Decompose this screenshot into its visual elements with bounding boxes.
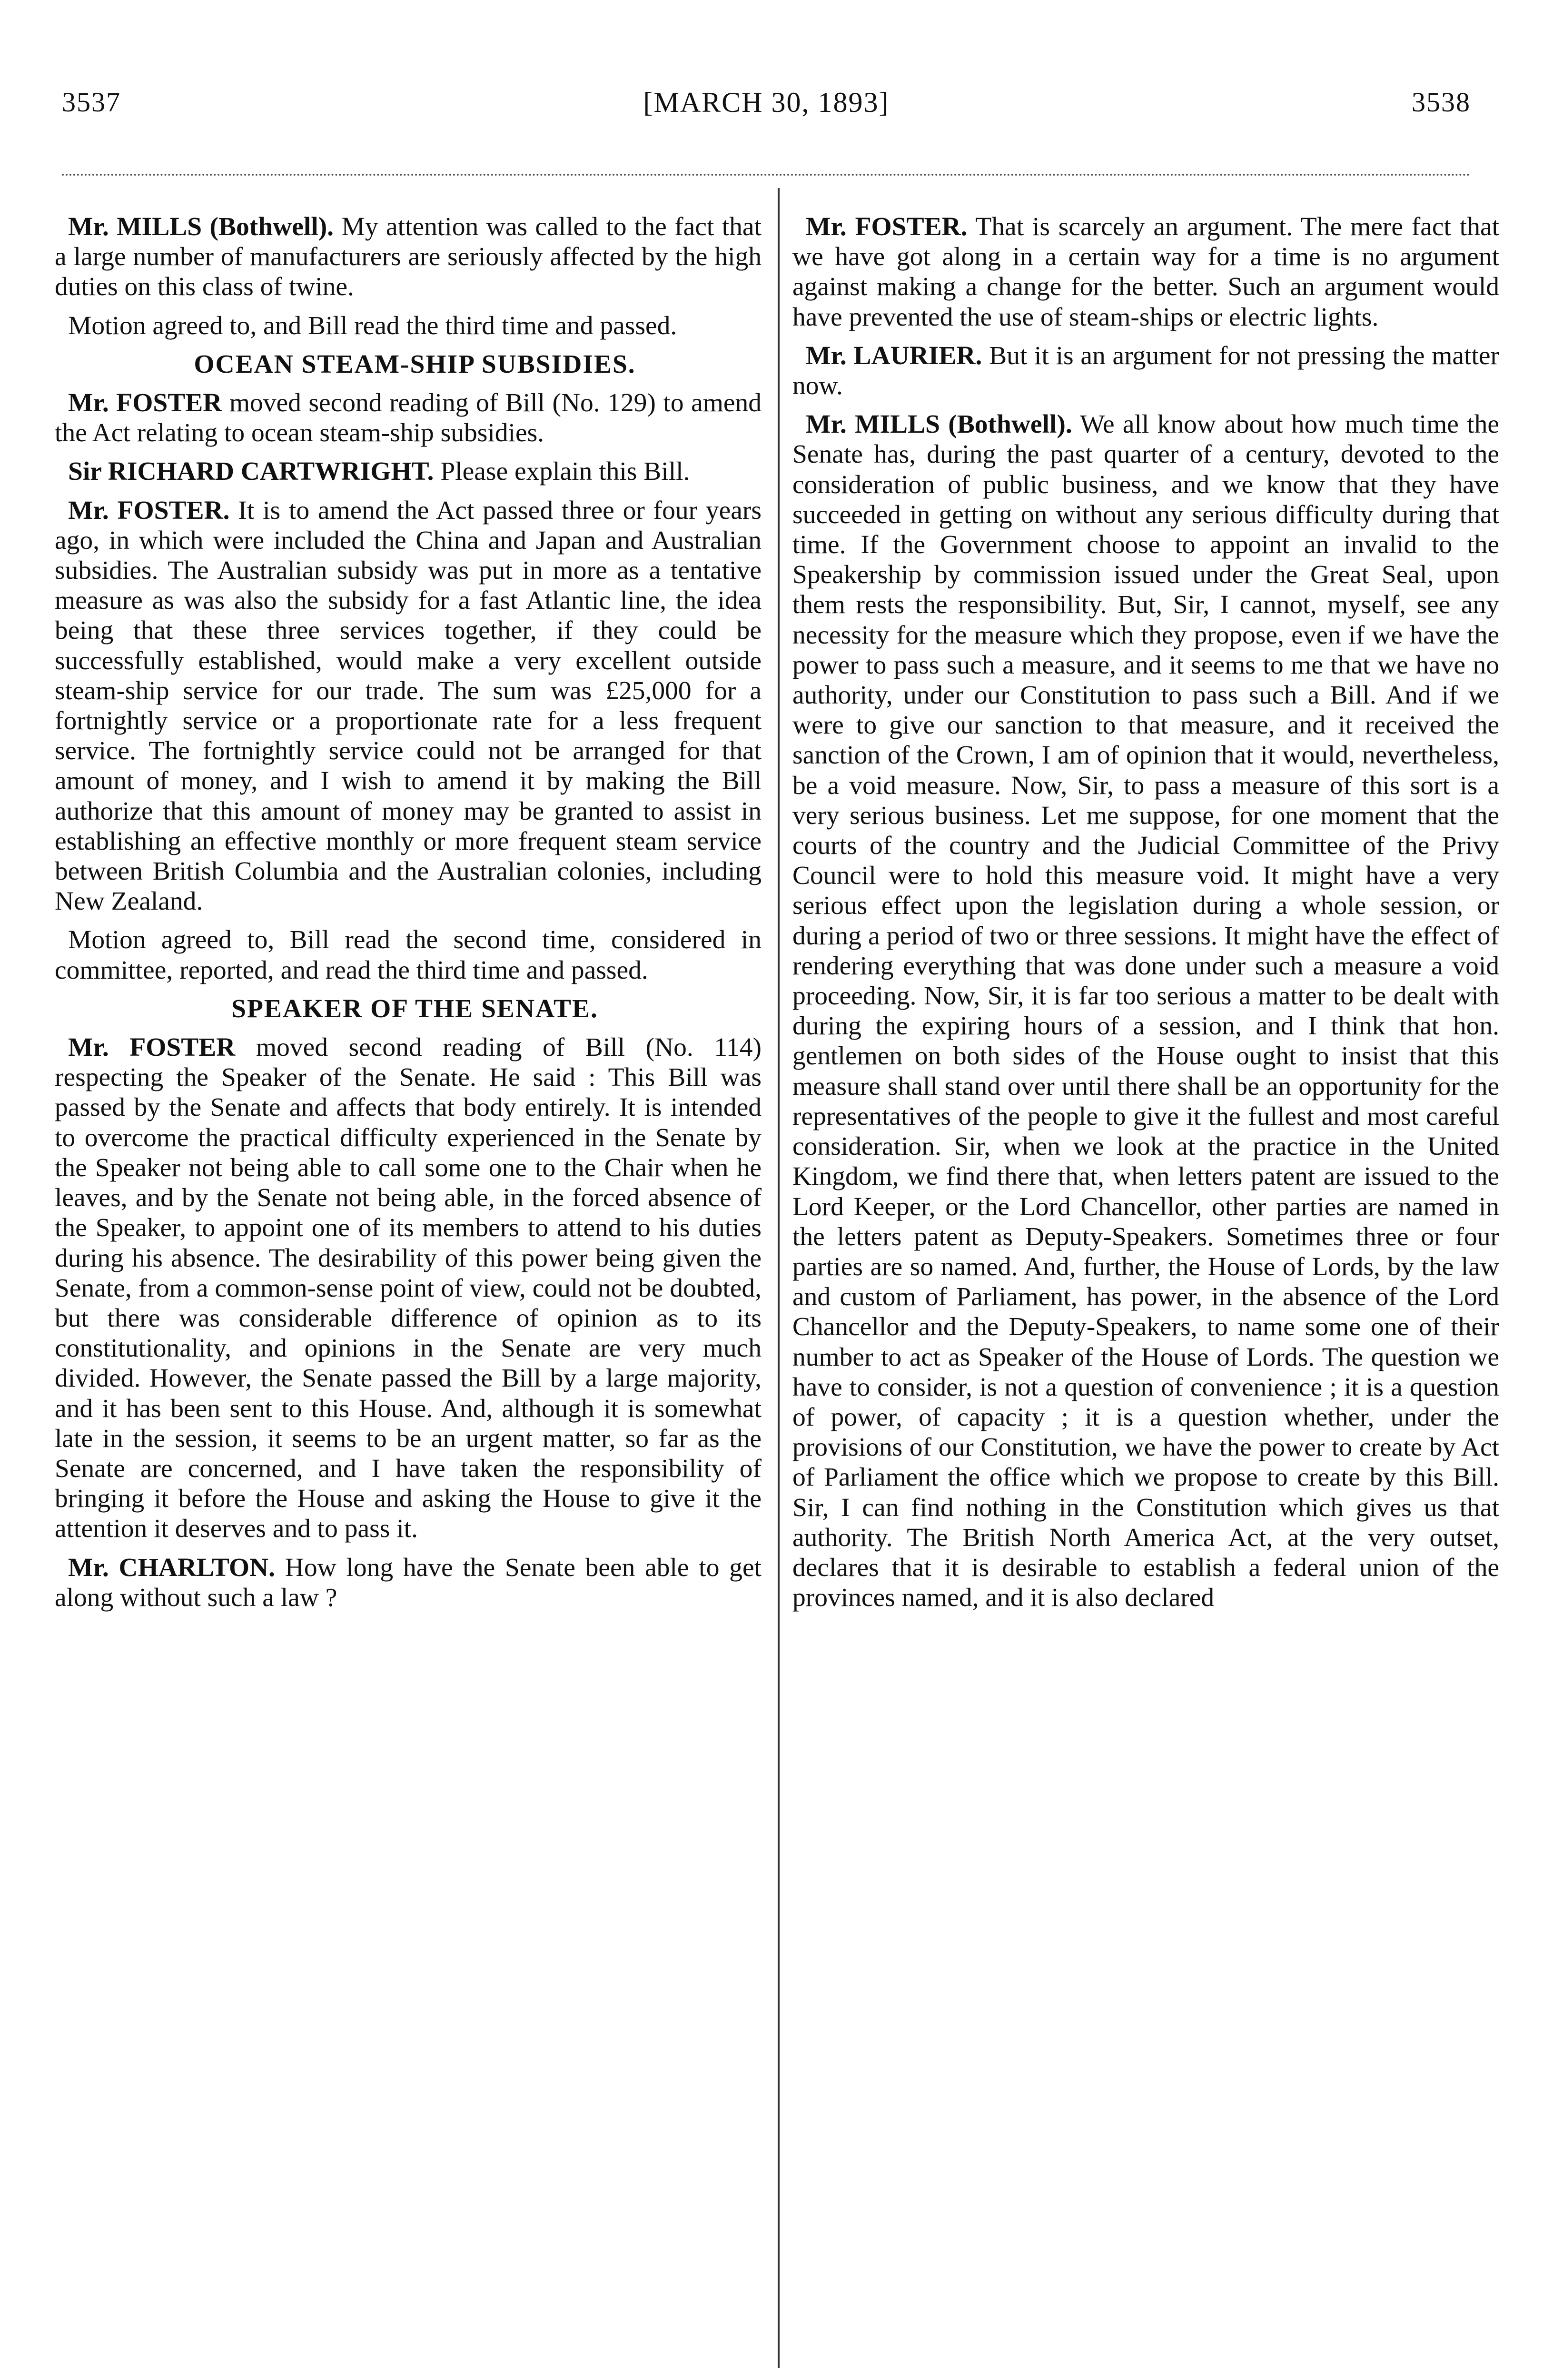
speaker-name: Mr. FOSTER [68, 1033, 236, 1062]
speaker-name: Mr. FOSTER. [806, 212, 968, 241]
header-divider [62, 174, 1471, 176]
speech-text: But it is an argument for not pressing the matter now. [792, 341, 1499, 401]
speech-paragraph [792, 409, 1499, 1613]
speaker-name: Mr. LAURIER. [806, 341, 982, 370]
speech-text: It is to amend the Act passed three or four years ago, in which were included the China and Japan and Australian subsidies. The Australian subsidy was put in more as a tentative measure as was also the subsidy for a fast Atlantic line, the idea being that these three services together, if they could be successfully established, would make a very excellent outside steam-ship service for our trade. The sum was £25,000 for a fortnightly service or a proportionate rate for a less frequent service. The fortnightly service could not be arranged for that amount of money, and I wish to amend it by making the Bill authorize that this amount of money may be granted to assist in establishing an effective monthly or more frequent steam service between British Columbia and the Australian colonies, including New Zealand. [55, 496, 762, 916]
speech-paragraph [792, 341, 1499, 401]
speech-text: moved second reading of Bill (No. 129) to amend the Act relating to ocean steam-ship subsidies. [55, 388, 762, 448]
speech-text: Motion agreed to, Bill read the second time, considered in committee, reported, and read the third time and passed. [55, 925, 762, 985]
section-heading: OCEAN STEAM-SHIP SUBSIDIES. [194, 349, 636, 379]
right-column [792, 212, 1499, 1621]
speech-text: Please explain this Bill. [440, 457, 690, 486]
speaker-name: Mr. CHARLTON. [68, 1553, 276, 1582]
right-page-number: 3538 [1412, 87, 1471, 118]
speech-text: My attention was called to the fact that a large number of manufacturers are seriously affected by the high duties on this class of twine. [55, 212, 762, 302]
speech-text: That is scarcely an argument. The mere fact that we have got along in a certain way for a time is no argument against making a change for the better. Such an argument would have prevented the use of steam-ships or electric lights. [792, 212, 1500, 332]
speaker-name: Sir RICHARD CARTWRIGHT. [68, 457, 434, 486]
speaker-name: Mr. FOSTER [68, 388, 222, 418]
section-heading: SPEAKER OF THE SENATE. [231, 994, 598, 1023]
issue-date: [MARCH 30, 1893] [643, 87, 890, 118]
speech-paragraph [55, 212, 762, 302]
speaker-name: Mr. FOSTER. [68, 496, 230, 525]
speech-text: How long have the Senate been able to get along without such a law ? [55, 1553, 762, 1612]
speech-paragraph [55, 1553, 762, 1613]
speaker-name: Mr. MILLS (Bothwell). [806, 410, 1072, 439]
speech-paragraph [55, 925, 762, 985]
speech-text: Motion agreed to, and Bill read the third time and passed. [68, 311, 677, 340]
left-column [55, 212, 762, 1621]
page-header [62, 86, 1471, 143]
speech-paragraph [55, 496, 762, 917]
column-divider [778, 188, 780, 2368]
speech-paragraph [55, 456, 762, 486]
speech-text: moved second reading of Bill (No. 114) respecting the Speaker of the Senate. He said : This Bill was passed by the Senate and affects that body entirely. It is intended to overcome the practical difficulty experienced in the Senate by the Speaker not being able to call some one to the Chair when he leaves, and by the Senate not being able, in the forced absence of the Speaker, to appoint one of its members to attend to his duties during his absence. The desirability of this power being given the Senate, from a common-sense point of view, could not be doubted, but there was considerable difference of opinion as to its constitutionality, and opinions in the Senate are very much divided. However, the Senate passed the Bill by a large majority, and it has been sent to this House. And, although it is somewhat late in the session, it seems to be an urgent matter, so far as the Senate are concerned, and I have taken the responsibility of bringing it before the House and asking the House to give it the attention it deserves and to pass it. [55, 1033, 762, 1544]
speech-paragraph [792, 212, 1499, 332]
speaker-name: Mr. MILLS (Bothwell). [68, 212, 334, 241]
speech-paragraph [55, 311, 762, 341]
speech-paragraph [55, 1032, 762, 1544]
speech-text: We all know about how much time the Senate has, during the past quarter of a century, devoted to the consideration of public business, and we know that they have succeeded in getting on without any serious difficulty during that time. If the Government choose to appoint an invalid to the Speakership by commission issued under the Great Seal, upon them rests the responsibility. But, Sir, I cannot, myself, see any necessity for the measure which they propose, even if we have the power to pass such a measure, and it seems to me that we have no authority, under our Constitution to pass such a Bill. And if we were to give our sanction to that measure, and it received the sanction of the Crown, I am of opinion that it would, nevertheless, be a void measure. Now, Sir, to pass a measure of this sort is a very serious business. Let me suppose, for one moment that the courts of the country and the Judicial Committee of the Privy Council were to hold this measure void. It might have a very serious effect upon the legislation during a whole session, or during a period of two or three sessions. It might have the effect of rendering everything that was done under such a measure a void proceeding. Now, Sir, it is far too serious a matter to be dealt with during the expiring hours of a session, and I think that hon. gentlemen on both sides of the House ought to insist that this measure shall stand over until there shall be an opportunity for the representatives of the people to give it the fullest and most careful consideration. Sir, when we look at the practice in the United Kingdom, we find there that, when letters patent are issued to the Lord Keeper, or the Lord Chancellor, other parties are named in the letters patent as Deputy-Speakers. Sometimes three or four parties are so named. And, further, the House of Lords, by the law and custom of Parliament, has power, in the absence of the Lord Chancellor and the Deputy-Speakers, to name some one of their number to act as Speaker of the House of Lords. The question we have to consider, is not a question of convenience ; it is a question of power, of capacity ; it is a question whether, under the provisions of our Constitution, we have the power to create by Act of Parliament the office which we propose to create by this Bill. Sir, I can find nothing in the Constitution which gives us that authority. The British North America Act, at the very outset, declares that it is desirable to establish a federal union of the provinces named, and it is also declared [792, 410, 1499, 1613]
left-page-number: 3537 [62, 87, 121, 118]
speech-paragraph [55, 388, 762, 448]
